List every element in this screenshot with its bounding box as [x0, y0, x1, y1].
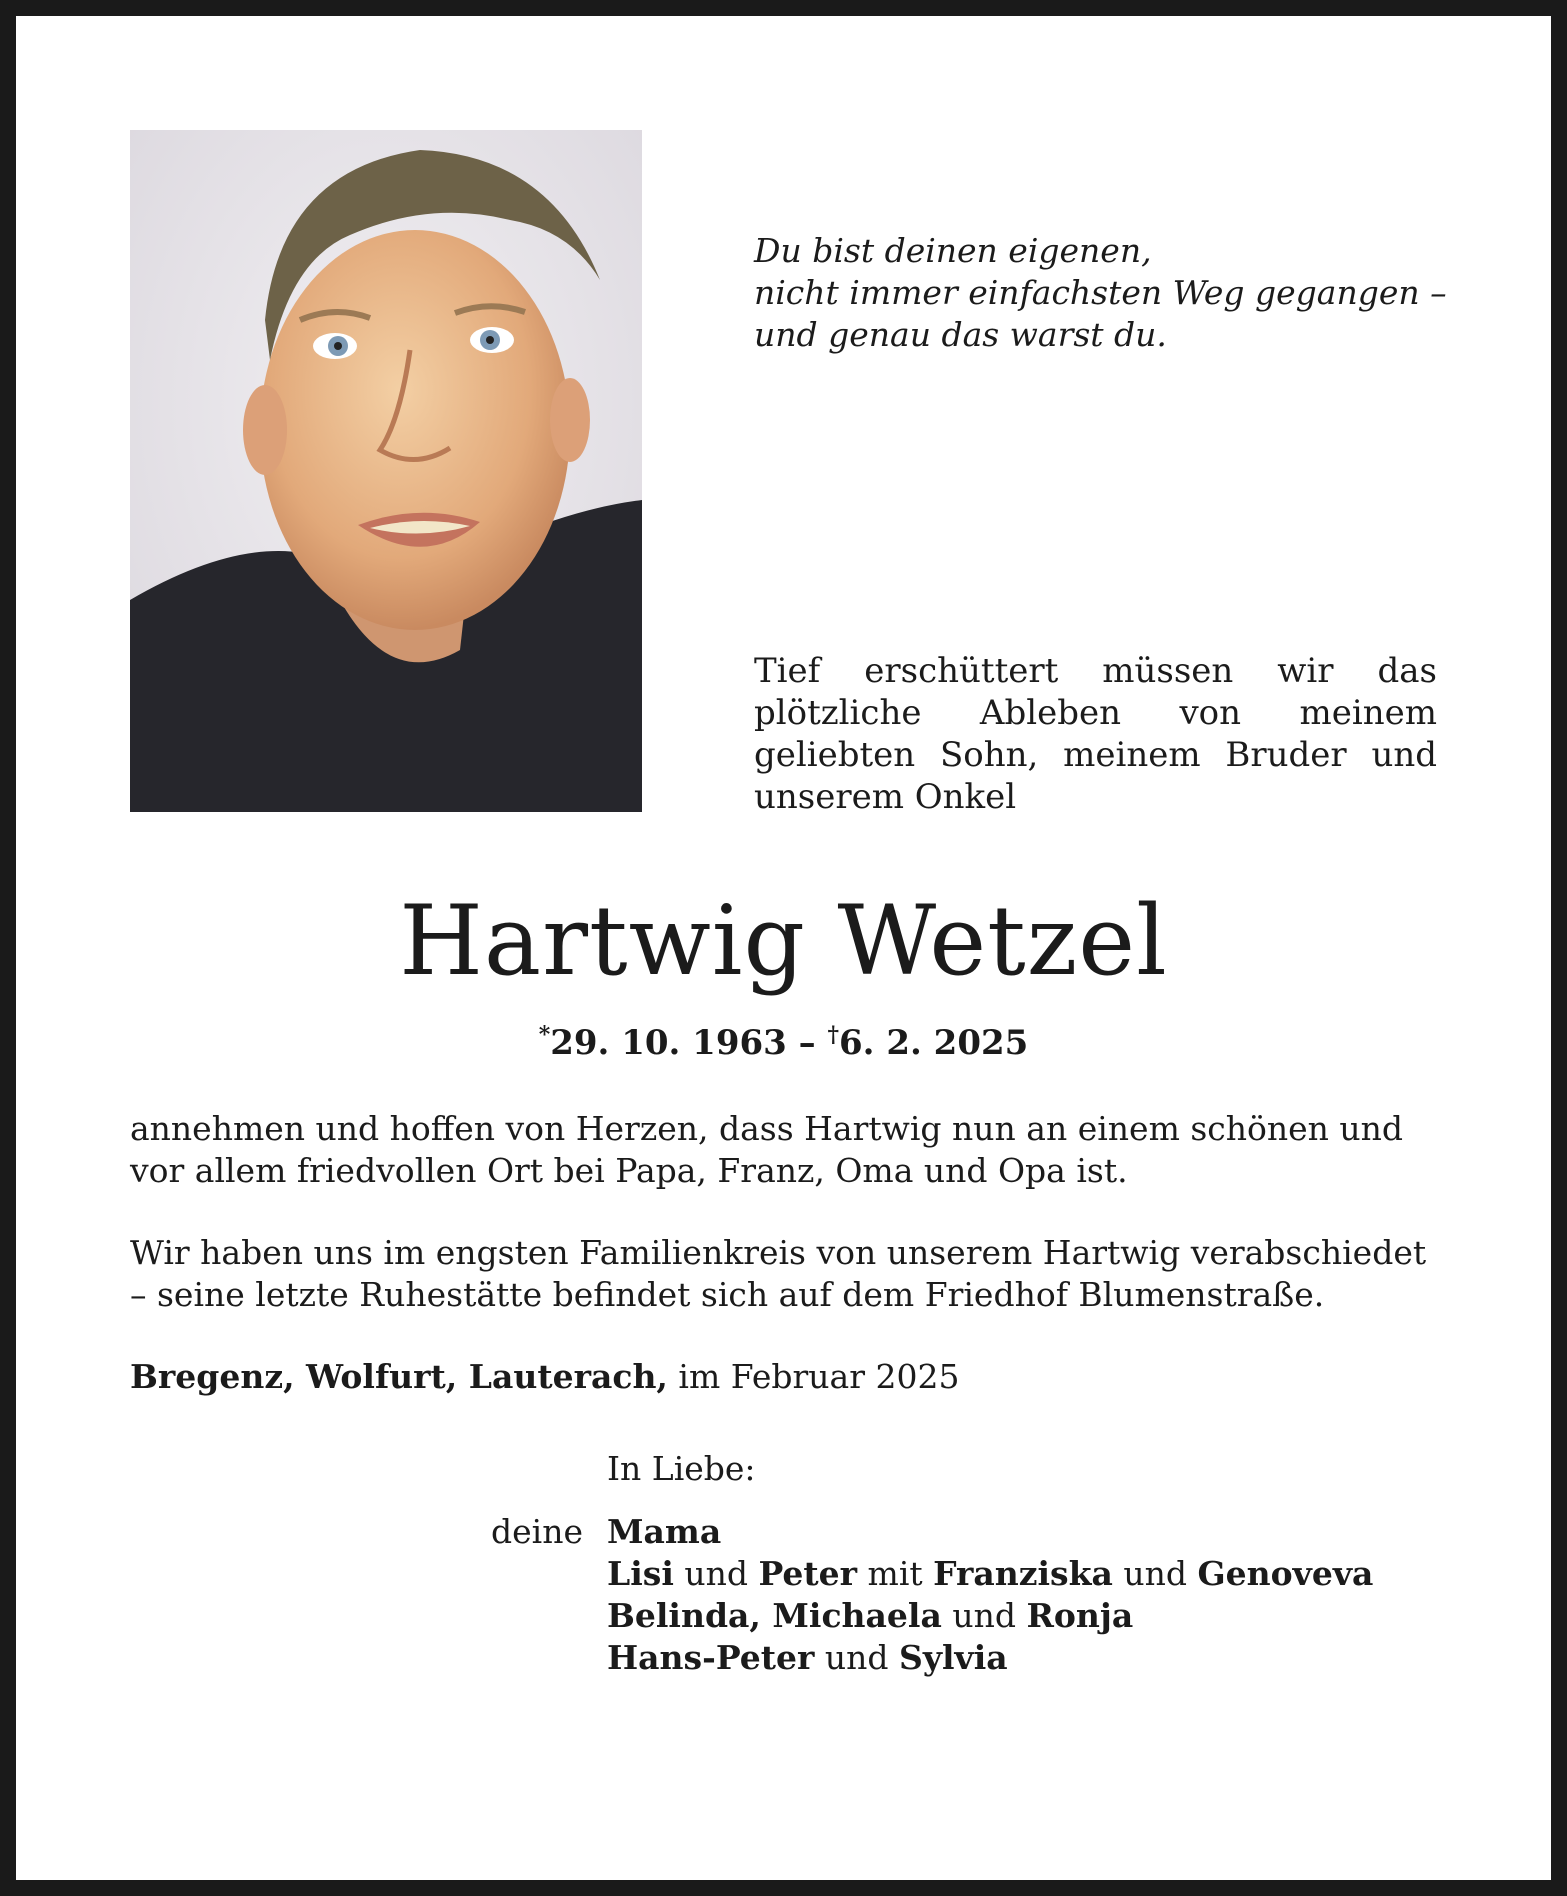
mourner-name: Franziska [933, 1554, 1113, 1593]
date-separator: – [786, 1023, 828, 1063]
connector: und [673, 1554, 759, 1593]
mourner-name: Genoveva [1197, 1554, 1374, 1593]
connector: und [1112, 1554, 1198, 1593]
mourner-name: Sylvia [899, 1638, 1008, 1677]
text-line: Wir haben uns im engsten Familienkreis von unserem Hartwig verabschiedet [130, 1233, 1427, 1272]
obituary-page [16, 16, 1551, 1880]
connector: mit [857, 1554, 934, 1593]
mourner-name: Peter [758, 1554, 858, 1593]
text-line: vor allem friedvollen Ort bei Papa, Franz, Oma und Opa ist. [130, 1151, 1128, 1190]
connector: und [814, 1638, 900, 1677]
places: Bregenz, Wolfurt, Lauterach, [130, 1357, 668, 1396]
mourner-line [607, 1553, 1373, 1595]
birth-date: 29. 10. 1963 [550, 1023, 787, 1063]
mourner-line [607, 1595, 1373, 1637]
intro-text: Tief erschüttert müssen wir das plötzliche Ableben von meinem geliebten Sohn, meinem Bruder und unserem Onkel [754, 651, 1437, 817]
quote-line: Du bist deinen eigenen, [754, 231, 1152, 270]
portrait-photo [130, 130, 642, 812]
mourners-prefix: deine [491, 1512, 583, 1551]
obituary-body [130, 1108, 1440, 1438]
quote-line: und genau das warst du. [754, 315, 1167, 354]
in-love-label: In Liebe: [607, 1449, 756, 1488]
mourners-list [607, 1511, 1373, 1679]
place-date-line [130, 1356, 1440, 1398]
memorial-quote [754, 230, 1447, 356]
mourner-line [607, 1511, 1373, 1553]
mourner-name: Ronja [1026, 1596, 1134, 1635]
mourner-line [607, 1637, 1373, 1679]
birth-symbol: * [538, 1022, 551, 1048]
paragraph-farewell [130, 1232, 1440, 1316]
quote-line: nicht immer einfachsten Weg gegangen – [754, 273, 1447, 312]
mourner-name: Lisi [607, 1554, 674, 1593]
mourner-name: Belinda, Michaela [607, 1596, 942, 1635]
mourner-name: Mama [607, 1512, 722, 1551]
mourner-name: Hans-Peter [607, 1638, 815, 1677]
death-date: 6. 2. 2025 [839, 1023, 1029, 1063]
death-symbol: † [827, 1022, 840, 1048]
date-text: im Februar 2025 [667, 1357, 960, 1396]
text-line: – seine letzte Ruhestätte befindet sich auf dem Friedhof Blumenstraße. [130, 1275, 1325, 1314]
life-dates [16, 1022, 1551, 1063]
deceased-name: Hartwig Wetzel [399, 885, 1168, 997]
portrait-image [130, 130, 642, 812]
connector: und [941, 1596, 1027, 1635]
paragraph-announcement [130, 1108, 1440, 1192]
text-line: annehmen und hoffen von Herzen, dass Hartwig nun an einem schönen und [130, 1109, 1404, 1148]
